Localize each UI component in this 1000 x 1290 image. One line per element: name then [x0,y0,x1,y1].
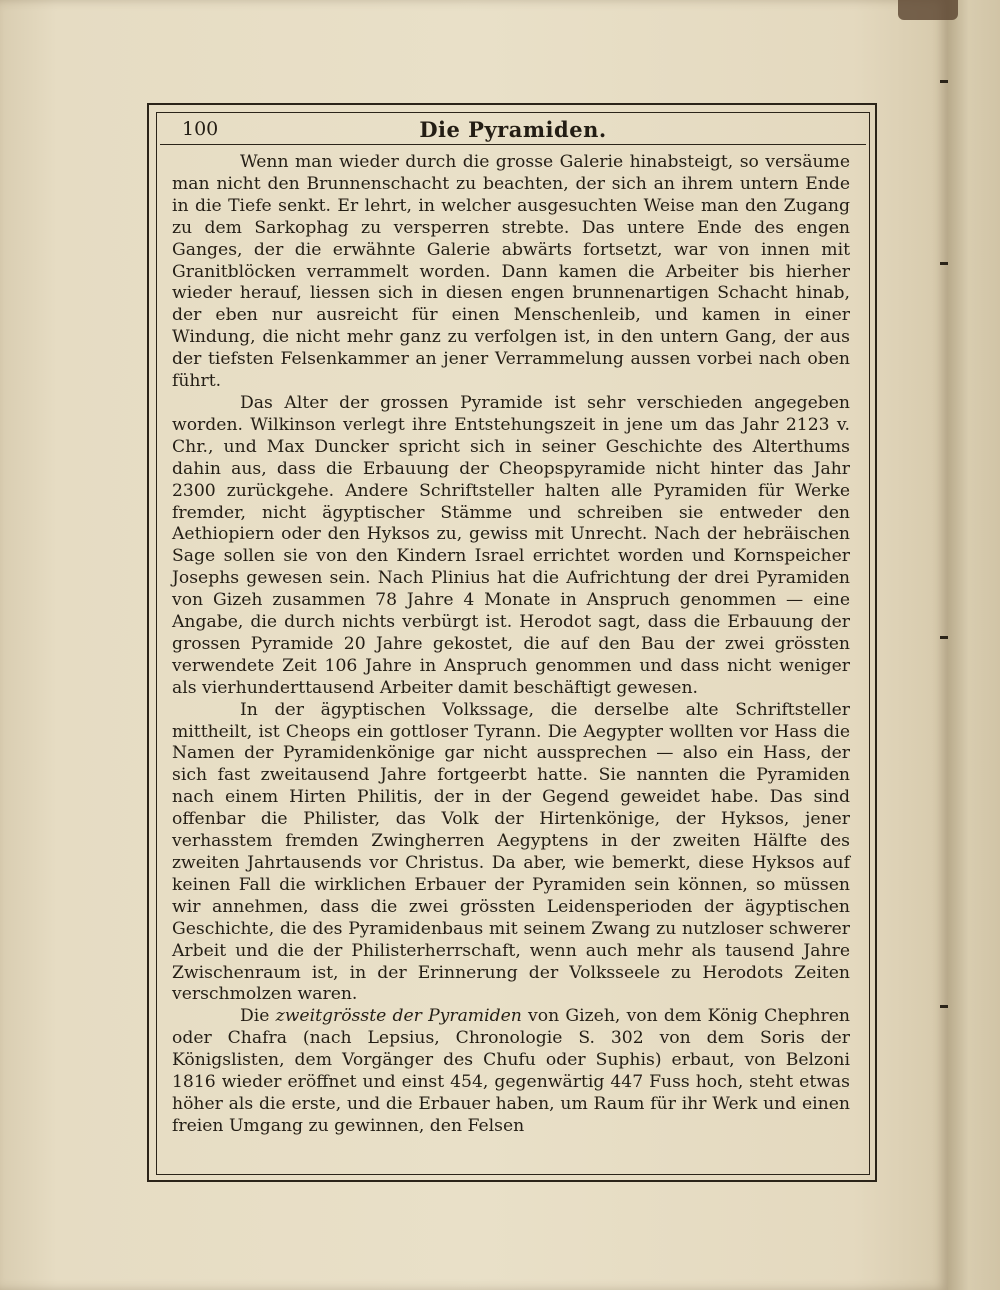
paragraph-lead: Die [240,1006,276,1027]
adjacent-page-edge [948,0,1000,1290]
page-header [160,114,866,145]
running-title: Die Pyramiden. [419,117,607,142]
paragraph-volkssage: In der ägyptischen Volkssage, die derselbe alte Schriftsteller mittheilt, ist Cheops ein gottloser Tyrann. Die Aegypter wollten vor Hass die Namen der Pyramidenkönige gar nicht aussprechen — also ein Hass, der sich fast zweitausend Jahre fortgeerbt hatte. Sie nannten die Pyramiden nach einem Hirten Philitis, der in der Gegend geweidet habe. Das sind offenbar die Philister, das Volk der Hirtenkönige, der Hyksos, jener verhasstem fremden Zwingherren Aegyptens in der zweiten Hälfte des zweiten Jahrtausends vor Christus. Da aber, wie bemerkt, diese Hyksos auf keinen Fall die wirklichen Erbauer der Pyramiden sein können, so müssen wir annehmen, dass die zwei grössten Leidensperioden der ägyptischen Geschichte, die des Pyramidenbaus mit seinem Zwang zu nutzloser schwerer Arbeit und die der Philisterherrschaft, wenn auch mehr als tausend Jahre Zwischenraum ist, in der Erinnerung der Volksseele zu Herodots Zeiten verschmolzen waren. [172,699,850,1005]
italic-phrase: zweitgrösste der Pyramiden [275,1006,522,1027]
margin-mark [940,1005,948,1008]
margin-mark [940,262,948,265]
body-text [172,152,850,1138]
margin-mark [940,636,948,639]
margin-mark [940,80,948,83]
paragraph-brunnenschacht: Wenn man wieder durch die grosse Galerie hinabsteigt, so versäume man nicht den Brunnenschacht zu beachten, der sich an ihrem untern Ende in die Tiefe senkt. Er lehrt, in welcher ausgesuchten Weise man den Zugang zu dem Sarkophag zu versperren strebte. Das untere Ende des engen Ganges, der die erwähnte Galerie abwärts fortsetzt, war von innen mit Granitblöcken verrammelt worden. Dann kamen die Arbeiter bis hierher wieder herauf, liessen sich in diesen engen brunnenartigen Schacht hinab, der eben nur ausreicht für einen Menschenleib, und kamen in einer Windung, die nicht mehr ganz zu verfolgen ist, in den untern Gang, der aus der tiefsten Felsenkammer an jener Verrammelung aussen vorbei nach oben führt. [172,152,850,392]
page-number: 100 [182,118,219,140]
paragraph-alter-der-pyramide: Das Alter der grossen Pyramide ist sehr verschieden angegeben worden. Wilkinson verlegt ihre Entstehungszeit in jene um das Jahr 2123 v. Chr., und Max Duncker spricht sich in seiner Geschichte des Alterthums dahin aus, dass die Erbauung der Cheopspyramide nicht hinter das Jahr 2300 zurückgehe. Andere Schriftsteller halten alle Pyramiden für Werke fremder, nicht ägyptischer Stämme und schreiben sie entweder den Aethiopiern oder den Hyksos zu, gewiss mit Unrecht. Nach der hebräischen Sage sollen sie von den Kindern Israel errichtet worden und Kornspeicher Josephs gewesen sein. Nach Plinius hat die Aufrichtung der drei Pyramiden von Gizeh zusammen 78 Jahre 4 Monate in Anspruch genommen — eine Angabe, die durch nichts verbürgt ist. Herodot sagt, dass die Erbauung der grossen Pyramide 20 Jahre gekostet, die auf den Bau der zwei grössten verwendete Zeit 106 Jahre in Anspruch genommen und dass nicht weniger als vierhunderttausend Arbeiter damit beschäftigt gewesen. [172,392,850,698]
paragraph-rest: von Gizeh, von dem König Chephren oder Chafra (nach Lepsius, Chronologie S. 302 von dem Soris der Königslisten, dem Vorgänger des Chufu oder Suphis) erbaut, von Belzoni 1816 wieder eröffnet und einst 454, gegenwärtig 447 Fuss hoch, steht etwas höher als die erste, und die Erbauer haben, um Raum für ihr Werk und einen freien Umgang zu gewinnen, den Felsen [172,1006,850,1136]
paragraph-zweitgroesste [172,1006,850,1137]
book-binding [898,0,958,20]
